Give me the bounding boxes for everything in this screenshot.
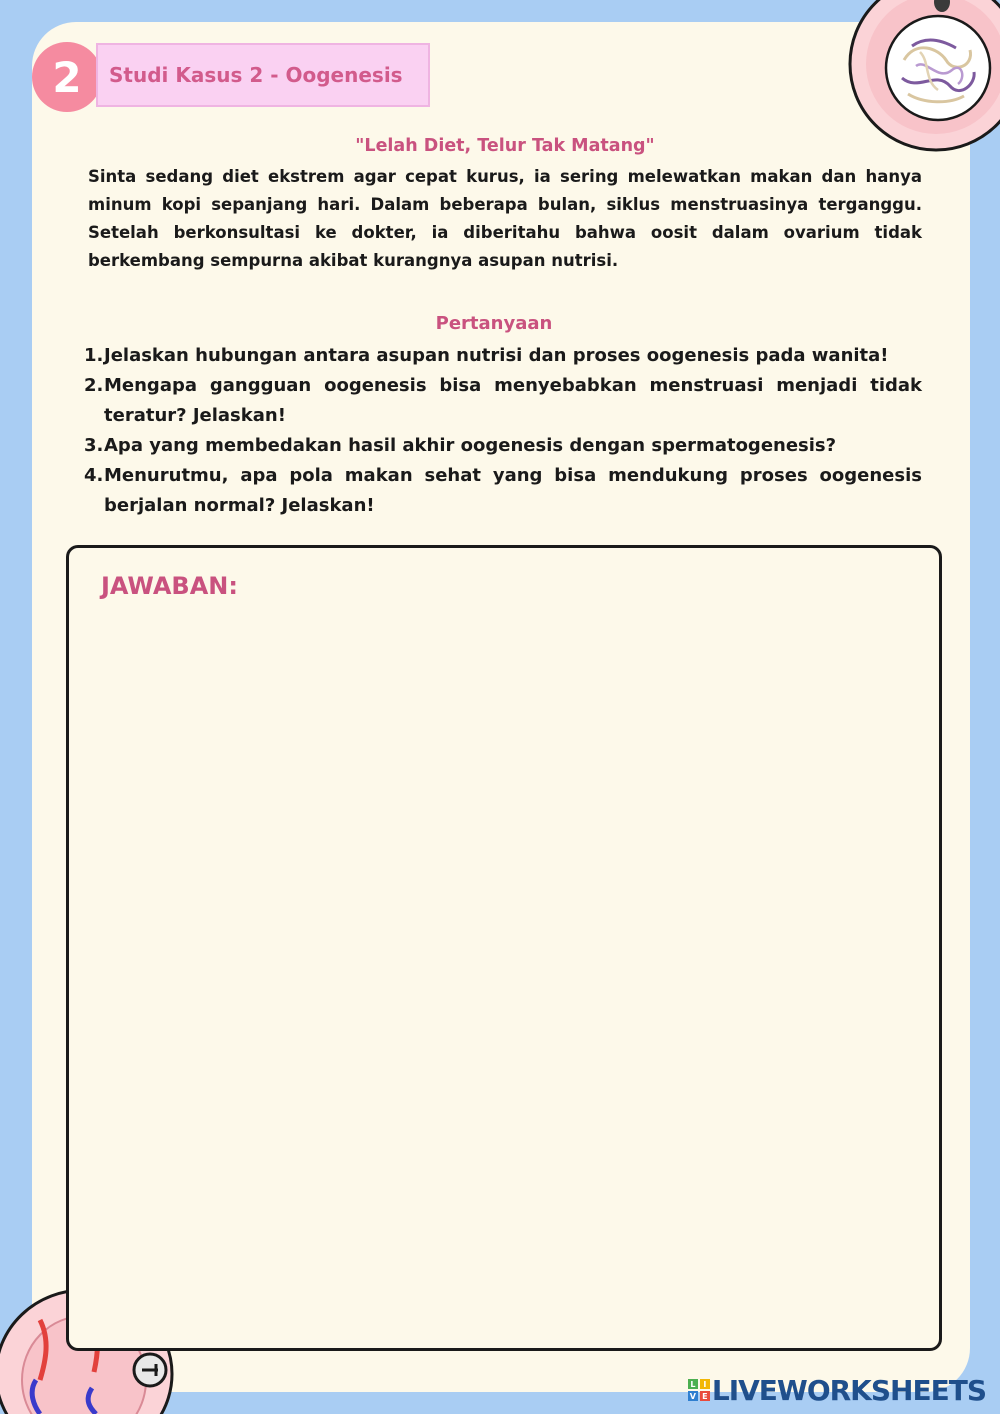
liveworksheets-logo-icon (688, 1379, 710, 1401)
question-text: Menurutmu, apa pola makan sehat yang bisa mendukung proses oogenesis berjalan normal? Jelaskan! (104, 465, 922, 516)
oocyte-illustration (846, 0, 1000, 158)
answer-box (66, 545, 942, 1351)
question-number: 2. (84, 375, 104, 396)
case-story-text: Sinta sedang diet ekstrem agar cepat kurus, ia sering melewatkan makan dan hanya minum kopi sepanjang hari. Dalam beberapa bulan, siklus menstruasinya terganggu. Setelah berkonsultasi ke dokter, ia diberitahu bahwa oosit dalam ovarium tidak berkembang sempurna akibat kurangnya asupan nutrisi. (88, 167, 922, 270)
question-text: Mengapa gangguan oogenesis bisa menyebabkan menstruasi menjadi tidak teratur? Jelaskan! (104, 375, 922, 426)
question-text: Apa yang membedakan hasil akhir oogenesis dengan spermatogenesis? (104, 435, 837, 456)
question-item (84, 461, 922, 521)
question-item (84, 371, 922, 431)
question-number: 3. (84, 435, 104, 456)
question-item (84, 341, 922, 371)
case-story-title: "Lelah Diet, Telur Tak Matang" (355, 136, 655, 156)
answer-label: JAWABAN: (101, 572, 238, 600)
section-number: 2 (52, 52, 82, 102)
question-number: 1. (84, 345, 104, 366)
logo-letter: L (688, 1379, 698, 1389)
logo-letter: I (700, 1379, 710, 1389)
logo-letter: V (689, 1391, 696, 1401)
liveworksheets-wordmark: LIVEWORKSHEETS (711, 1373, 986, 1407)
section-number-badge (32, 42, 102, 112)
liveworksheets-brand[interactable] (688, 1374, 986, 1406)
answer-input[interactable] (101, 614, 915, 1324)
section-title-banner (96, 43, 430, 107)
question-item (84, 431, 922, 461)
logo-letter: E (700, 1391, 710, 1401)
question-number: 4. (84, 465, 104, 486)
question-text: Jelaskan hubungan antara asupan nutrisi dan proses oogenesis pada wanita! (104, 345, 889, 366)
section-title: Studi Kasus 2 - Oogenesis (109, 63, 403, 87)
questions-heading: Pertanyaan (435, 313, 553, 334)
question-list (84, 341, 922, 521)
